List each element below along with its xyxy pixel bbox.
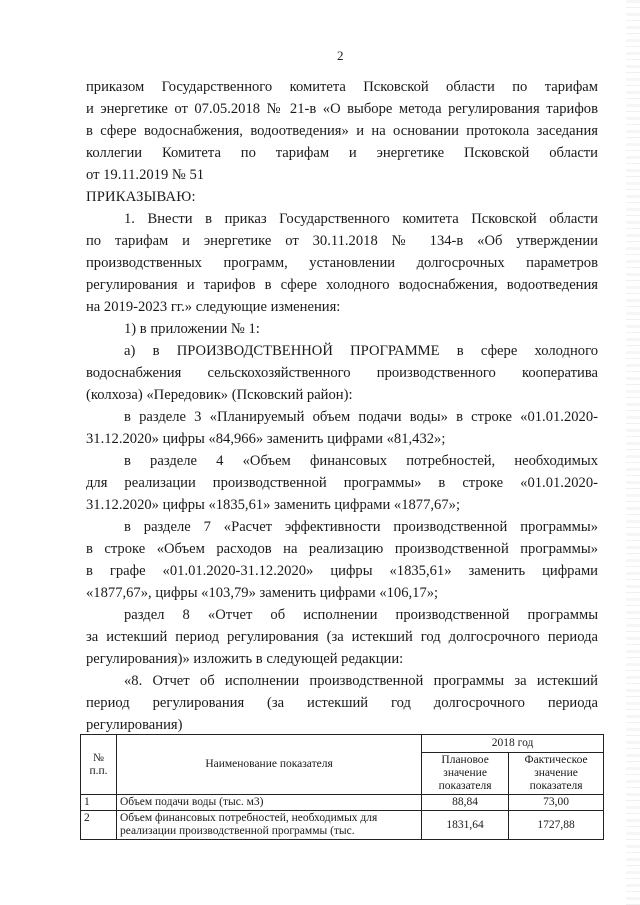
paragraph-line: за истекший период регулирования (за истекший год долгосрочного периода — [86, 629, 598, 645]
cell-fact: 1727,88 — [509, 811, 604, 840]
paragraph-line: в графе «01.01.2020-31.12.2020» цифры «1835,61» заменить цифрами — [86, 563, 598, 579]
cell-name: Объем финансовых потребностей, необходимых для реализации производственной программы (тыс. — [116, 811, 421, 840]
paragraph-line: в разделе 7 «Расчет эффективности производственной программы» — [124, 519, 598, 535]
cell-fact: 73,00 — [509, 795, 604, 811]
paragraph-line: регулирования и тарифов в сфере холодного водоснабжения, водоотведения — [86, 277, 598, 293]
paragraph-line: производственных программ, установлении долгосрочных параметров — [86, 255, 598, 271]
report-table — [80, 734, 604, 840]
cell-num: 2 — [81, 811, 117, 840]
paragraph-line: на 2019-2023 гг.» следующие изменения: — [86, 299, 341, 315]
cell-name: Объем подачи воды (тыс. м3) — [116, 795, 421, 811]
order-heading: ПРИКАЗЫВАЮ: — [86, 189, 196, 205]
scan-edge — [626, 0, 640, 905]
paragraph-line: от 19.11.2019 № 51 — [86, 167, 205, 183]
paragraph-line: по тарифам и энергетике от 30.11.2018 № 134-в «Об утверждении — [86, 233, 598, 249]
header-plan: Плановое значение показателя — [422, 753, 509, 795]
paragraph-line: «1877,67», цифры «103,79» заменить цифрами «106,17»; — [86, 585, 439, 601]
header-name: Наименование показателя — [116, 735, 421, 795]
paragraph-line: в разделе 3 «Планируемый объем подачи воды» в строке «01.01.2020- — [124, 409, 598, 425]
header-num: № п.п. — [81, 735, 117, 795]
paragraph-line: в разделе 4 «Объем финансовых потребностей, необходимых — [124, 453, 598, 469]
table-row — [81, 811, 604, 840]
paragraph-line: для реализации производственной программы» в строке «01.01.2020- — [86, 475, 598, 491]
paragraph-line: «8. Отчет об исполнении производственной программы за истекший — [124, 673, 598, 689]
paragraph-line: 1) в приложении № 1: — [124, 321, 260, 337]
paragraph-line: 31.12.2020» цифры «1835,61» заменить цифрами «1877,67»; — [86, 497, 460, 513]
header-year: 2018 год — [422, 735, 604, 753]
cell-plan: 88,84 — [422, 795, 509, 811]
page-number: 2 — [337, 48, 344, 63]
cell-num: 1 — [81, 795, 117, 811]
header-fact: Фактическое значение показателя — [509, 753, 604, 795]
paragraph-line: приказом Государственного комитета Псковской области по тарифам — [86, 79, 598, 95]
paragraph-line: водоснабжения сельскохозяйственного производственного кооператива — [86, 365, 598, 381]
table-row — [81, 795, 604, 811]
paragraph-line: а) в ПРОИЗВОДСТВЕННОЙ ПРОГРАММЕ в сфере холодного — [124, 343, 598, 359]
paragraph-line: раздел 8 «Отчет об исполнении производственной программы — [124, 607, 598, 623]
paragraph-line: коллегии Комитета по тарифам и энергетике Псковской области — [86, 145, 598, 161]
paragraph-line: регулирования)» изложить в следующей редакции: — [86, 651, 404, 667]
paragraph-line: период регулирования (за истекший год долгосрочного периода — [86, 695, 598, 711]
document-body — [86, 76, 598, 736]
paragraph-line: и энергетике от 07.05.2018 № 21-в «О выборе метода регулирования тарифов — [86, 101, 598, 117]
paragraph-line: 31.12.2020» цифры «84,966» заменить цифрами «81,432»; — [86, 431, 446, 447]
cell-plan: 1831,64 — [422, 811, 509, 840]
paragraph-line: 1. Внести в приказ Государственного комитета Псковской области — [124, 211, 598, 227]
paragraph-line: (колхоза) «Передовик» (Псковский район): — [86, 387, 353, 403]
paragraph-line: в строке «Объем расходов на реализацию производственной программы» — [86, 541, 598, 557]
paragraph-line: регулирования) — [86, 717, 183, 733]
paragraph-line: в сфере водоснабжения, водоотведения» и на основании протокола заседания — [86, 123, 598, 139]
